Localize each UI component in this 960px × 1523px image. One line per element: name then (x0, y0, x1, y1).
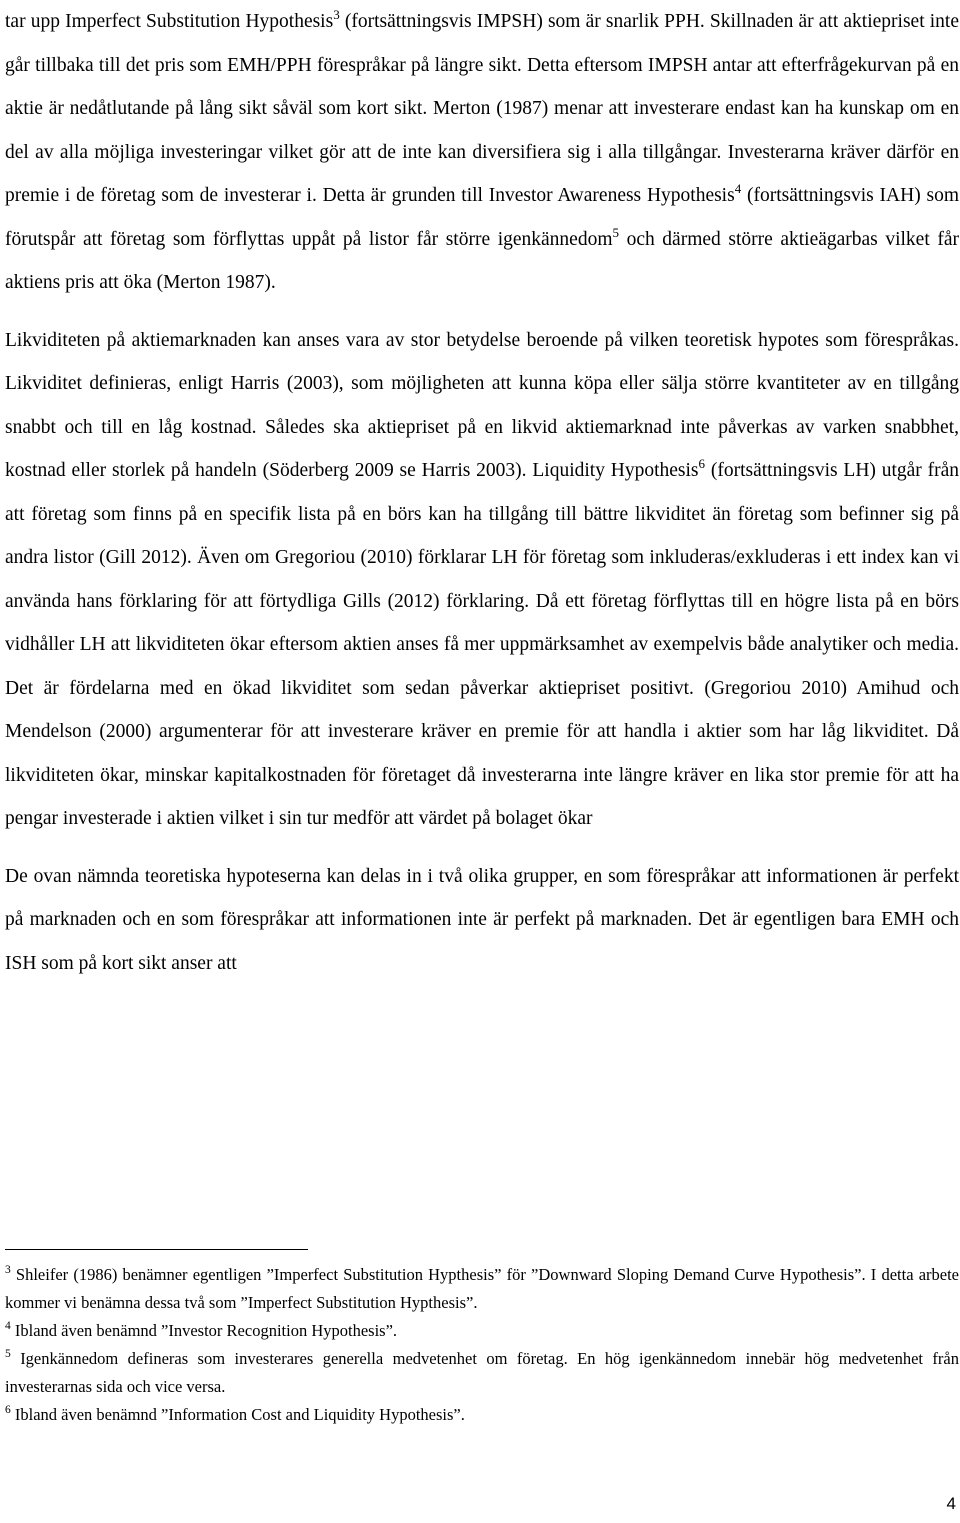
footnote (5, 1345, 959, 1401)
paragraph-text: tar upp Imperfect Substitution Hypothesis (5, 11, 334, 32)
page-number: 4 (946, 1494, 956, 1513)
footnote-text: Ibland även benämnd ”Information Cost and Liquidity Hypothesis”. (14, 1405, 465, 1424)
footnote (5, 1261, 959, 1317)
body-paragraph (5, 0, 959, 305)
paragraph-text: och därmed större aktieägarbas vilket får aktiens pris att öka (Merton 1987). (5, 228, 959, 293)
footnote-text: Shleifer (1986) benämner egentligen ”Imperfect Substitution Hypthesis” för ”Downward Sloping Demand Curve Hypothesis”. I detta arbete kommer vi benämna dessa två som ”Imperfect Substitution Hypthesis”. (5, 1265, 959, 1312)
footnotes-section (5, 1261, 959, 1429)
footnote-marker: 3 (5, 1264, 11, 1276)
footnote-separator (5, 1249, 308, 1250)
footnote (5, 1401, 959, 1429)
footnote (5, 1317, 959, 1345)
footnote-reference: 3 (333, 7, 340, 22)
footnote-reference: 5 (612, 224, 619, 240)
paragraph-text: Likviditeten på aktiemarknaden kan anses vara av stor betydelse beroende på vilken teoretisk hypotes som förespråkas. Likviditet definieras, enligt Harris (2003), som möjligheten att kunna köpa eller sälja större kvantiteter av en tillgång snabbt och till en låg kostnad. Således ska aktiepriset på en likvid aktiemarknad inte påverkas av varken snabbhet, kostnad eller storlek på handeln (Söderberg 2009 se Harris 2003). Liquidity Hypothesis (5, 329, 959, 481)
body-paragraph (5, 855, 959, 986)
footnote-text: Ibland även benämnd ”Investor Recognition Hypothesis”. (14, 1321, 398, 1340)
footnote-reference: 6 (698, 456, 706, 471)
footnote-reference: 4 (734, 181, 742, 196)
footnote-marker: 5 (5, 1348, 11, 1360)
document-page (5, 0, 959, 985)
footnote-marker: 6 (5, 1404, 11, 1416)
paragraph-text: (fortsättningsvis IMPSH) som är snarlik PPH. Skillnaden är att aktiepriset inte går tillbaka till det pris som EMH/PPH förespråkar på längre sikt. Detta eftersom IMPSH antar att efterfrågekurvan på en aktie är nedåtlutande på lång sikt såväl som kort sikt. Merton (1987) menar att investerare endast kan ha kunskap om en del av alla möjliga investeringar vilket gör att de inte kan diversifiera sig i alla tillgångar. Investerarna kräver därför en premie i de företag som de investerar i. Detta är grunden till Investor Awareness Hypothesis (5, 11, 959, 206)
footnote-text: Igenkännedom defineras som investerares generella medvetenhet om företag. En hög igenkännedom innebär hög medvetenhet från investerarnas sida och vice versa. (5, 1349, 959, 1396)
body-paragraph (5, 319, 959, 841)
paragraph-text: (fortsättningsvis IAH) som förutspår att företag som förflyttas uppåt på listor får större igenkännedom (5, 185, 959, 250)
paragraph-text: De ovan nämnda teoretiska hypoteserna kan delas in i två olika grupper, en som förespråkar att informationen är perfekt på marknaden och en som förespråkar att informationen inte är perfekt på marknaden. Det är egentligen bara EMH och ISH som på kort sikt anser att (5, 865, 959, 974)
paragraph-text: (fortsättningsvis LH) utgår från att företag som finns på en specifik lista på en börs kan ha tillgång till bättre likviditet än företag som befinner sig på andra listor (Gill 2012). Även om Gregoriou (2010) förklarar LH för företag som inkluderas/exkluderas i ett index kan vi använda hans förklaring för att förtydliga Gills (2012) förklaring. Då ett företag förflyttas till en högre lista på en börs vidhåller LH att likviditeten ökar eftersom aktien anses få mer uppmärksamhet av exempelvis både analytiker och media. Det är fördelarna med en ökad likviditet som sedan påverkar aktiepriset positivt. (Gregoriou 2010) Amihud och Mendelson (2000) argumenterar för att investerare kräver en premie för att handla i aktier som har låg likviditet. Då likviditeten ökar, minskar kapitalkostnaden för företaget då investerarna inte längre kräver en lika stor premie för att ha pengar investerade i aktien vilket i sin tur medför att värdet på bolaget ökar (5, 460, 960, 829)
footnote-marker: 4 (5, 1320, 11, 1332)
